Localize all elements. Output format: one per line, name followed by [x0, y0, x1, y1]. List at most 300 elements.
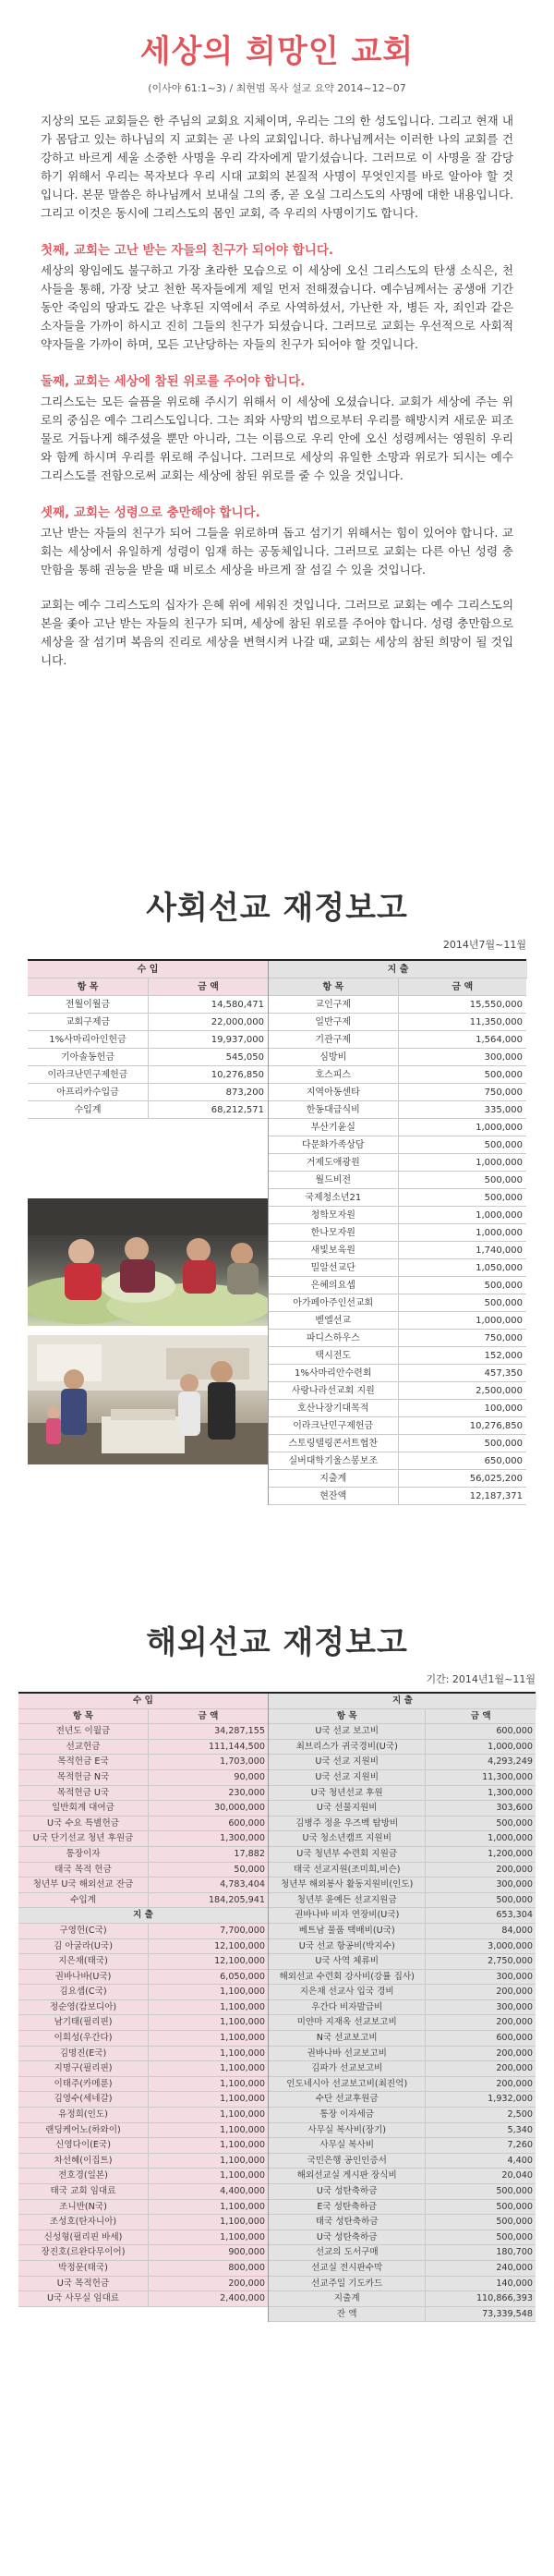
domestic-expense-row-amount: 10,276,850 [398, 1417, 527, 1435]
overseas-expense-row-item: U국 선교 지원비 [269, 1755, 425, 1770]
overseas-expense-row [269, 2230, 536, 2246]
overseas-income-row-item: 태국 목적 헌금 [18, 1863, 148, 1878]
overseas-expense-row [269, 2245, 536, 2261]
overseas-expense-row [269, 2184, 536, 2200]
overseas-expense-row-amount: 600,000 [425, 2031, 536, 2047]
domestic-expense-row-amount: 750,000 [398, 1330, 527, 1347]
domestic-expense-row-item: 지역아동센타 [269, 1084, 398, 1101]
overseas-table [18, 1692, 536, 2328]
domestic-income-row-item: 기아솔동헌금 [28, 1049, 148, 1066]
sermon-subtitle: (이사야 61:1~3) / 최현범 목사 설교 요약 2014~12~07 [148, 82, 406, 94]
overseas-income-row-amount: 230,000 [148, 1786, 268, 1802]
overseas-expense-row [18, 2123, 268, 2139]
overseas-expense-row-item: U국 선교 보고비 [269, 1724, 425, 1740]
domestic-expense-row-item: 호스피스 [269, 1066, 398, 1084]
overseas-expense-row [269, 2031, 536, 2047]
overseas-report [18, 1617, 536, 2328]
domestic-expense-row [269, 1224, 526, 1242]
overseas-income-row-amount: 17,882 [148, 1847, 268, 1863]
domestic-expense-row-amount: 1,050,000 [398, 1259, 527, 1277]
domestic-expense-row [269, 1452, 526, 1470]
overseas-expense-row-item: 김병주 정윤 우즈벡 탐방비 [269, 1817, 425, 1832]
overseas-expense-row-item: 청년부 해외봉사 활동지원비(인도) [269, 1877, 425, 1893]
overseas-income-row-item: 목적헌금 E국 [18, 1755, 148, 1770]
sermon-point-3-heading: 셋째, 교회는 성령으로 충만해야 합니다. [41, 505, 260, 520]
domestic-expense-row-amount: 500,000 [398, 1435, 527, 1452]
overseas-expense-row-amount: 1,100,000 [148, 2092, 268, 2108]
overseas-expense-row [269, 1755, 536, 1770]
overseas-income-row-amount: 1,300,000 [148, 1831, 268, 1847]
domestic-expense-row [269, 1382, 526, 1400]
overseas-expense-row [18, 2092, 268, 2108]
overseas-expense-row [18, 2000, 268, 2016]
overseas-expense-row-amount: 84,000 [425, 1924, 536, 1939]
domestic-income-row-amount: 873,200 [148, 1084, 268, 1101]
overseas-expense-row-amount: 11,300,000 [425, 1770, 536, 1786]
overseas-expense-row-amount: 12,100,000 [148, 1939, 268, 1955]
overseas-expense-row-amount: 303,600 [425, 1801, 536, 1817]
overseas-expense-row-amount: 200,000 [425, 2015, 536, 2031]
overseas-expense-row-item: 해외선교실 게시판 장식비 [269, 2169, 425, 2184]
overseas-expense-row-amount: 800,000 [148, 2261, 268, 2277]
domestic-expense-row [269, 1119, 526, 1136]
overseas-expense-row-item: 태국 선교지원(조미희,비슨) [269, 1863, 425, 1878]
overseas-left-column [18, 1694, 268, 2307]
overseas-income-col-item: 항 목 [18, 1709, 148, 1725]
overseas-expense-row-amount: 1,100,000 [148, 2031, 268, 2047]
domestic-expense-row [269, 1330, 526, 1347]
overseas-expense-row [18, 2169, 268, 2184]
domestic-expense-row-item: 한동대급식비 [269, 1101, 398, 1119]
overseas-expense-row-amount: 900,000 [148, 2245, 268, 2261]
overseas-expense-row-item: 조성호(탄자니아) [18, 2215, 148, 2230]
overseas-expense-row-amount: 500,000 [425, 1893, 536, 1909]
overseas-expense-row-item: U국 사무실 임대료 [18, 2291, 148, 2307]
overseas-expense-row-item: 전호경(일본) [18, 2169, 148, 2184]
domestic-income-row-amount: 22,000,000 [148, 1014, 268, 1031]
overseas-expense-row-item: U국 성탄축하금 [269, 2230, 425, 2246]
domestic-expense-row-item: 국제청소년21 [269, 1189, 398, 1207]
domestic-income-column [28, 961, 268, 1119]
overseas-expense-row-amount: 300,000 [425, 2000, 536, 2016]
domestic-expense-row-amount: 1,000,000 [398, 1119, 527, 1136]
overseas-income-row [18, 1724, 268, 1740]
overseas-expense-row-amount: 7,700,000 [148, 1924, 268, 1939]
overseas-expense-row-amount: 2,400,000 [148, 2291, 268, 2307]
domestic-income-row-amount: 14,580,471 [148, 996, 268, 1014]
overseas-expense-row [18, 2154, 268, 2169]
overseas-expense-row-amount: 20,040 [425, 2169, 536, 2184]
domestic-income-row [28, 1101, 268, 1119]
domestic-expense-row-item: 1%사마리안수련회 [269, 1365, 398, 1382]
overseas-expense-row-item: 구영헌(C국) [18, 1924, 148, 1939]
domestic-expense-row-item: 은혜의요셉 [269, 1277, 398, 1294]
domestic-expense-row-amount: 1,000,000 [398, 1154, 527, 1172]
overseas-expense-row [18, 2047, 268, 2062]
domestic-income-row-item: 전월이월금 [28, 996, 148, 1014]
domestic-expense-row [269, 1154, 526, 1172]
domestic-expense-row-amount: 2,500,000 [398, 1382, 527, 1400]
sermon-section [0, 0, 554, 859]
overseas-expense-row-amount: 1,100,000 [148, 2047, 268, 2062]
overseas-expense-row [269, 2169, 536, 2184]
overseas-income-row-item: 통장이자 [18, 1847, 148, 1863]
overseas-expense-row-amount: 1,100,000 [148, 2169, 268, 2184]
overseas-expense-row-item: U국 사역 체류비 [269, 1954, 425, 1970]
domestic-expense-row-amount: 1,564,000 [398, 1031, 527, 1049]
overseas-expense-row-item: 랜딩케어노(하와이) [18, 2123, 148, 2139]
sermon-point-1-heading: 첫째, 교회는 고난 받는 자들의 친구가 되어야 합니다. [41, 243, 334, 258]
domestic-expense-row [269, 1084, 526, 1101]
domestic-expense-row-amount: 56,025,200 [398, 1470, 527, 1488]
overseas-expense-row-amount: 200,000 [425, 2077, 536, 2093]
overseas-expense-row-amount: 4,400 [425, 2154, 536, 2169]
overseas-expense-row-amount: 5,340 [425, 2123, 536, 2139]
domestic-expense-row-amount: 457,350 [398, 1365, 527, 1382]
domestic-expense-header: 지 출 [269, 961, 527, 978]
overseas-expense-row-amount: 6,050,000 [148, 1970, 268, 1986]
overseas-expense-row [269, 2061, 536, 2077]
domestic-expense-row [269, 1136, 526, 1154]
domestic-report-title: 사회선교 재정보고 [146, 890, 408, 927]
overseas-right-column [268, 1694, 536, 2322]
overseas-income-row-item: 수입계 [18, 1893, 148, 1909]
overseas-income-row-item: 목적헌금 U국 [18, 1786, 148, 1802]
domestic-expense-row [269, 1101, 526, 1119]
domestic-income-col-item: 항 목 [28, 978, 148, 996]
overseas-income-row [18, 1863, 268, 1878]
domestic-expense-row [269, 1488, 526, 1505]
domestic-expense-row-item: 호산나장기대목적 [269, 1400, 398, 1417]
overseas-income-row [18, 1817, 268, 1832]
overseas-expense-row-item: 청년부 윤예든 선교지원금 [269, 1893, 425, 1909]
overseas-income-header: 수 입 [18, 1694, 268, 1709]
overseas-expense-col-amount: 금 액 [425, 1709, 536, 1725]
overseas-expense-row [18, 2077, 268, 2093]
overseas-expense-row [18, 2061, 268, 2077]
domestic-income-row-item: 수입계 [28, 1101, 148, 1119]
domestic-expense-row-amount: 500,000 [398, 1294, 527, 1312]
domestic-expense-row [269, 1189, 526, 1207]
overseas-expense-row-amount: 2,500 [425, 2108, 536, 2123]
overseas-expense-row [269, 1770, 536, 1786]
sermon-closing: 교회는 예수 그리스도의 십자가 은혜 위에 세워진 것입니다. 그러므로 교회는 예수 그리스도의 본을 좇아 고난 받는 자들의 친구가 되며, 세상에 참된 위로를 주어야 합니다. 성령 충만함으로 세상을 잘 섬기며 복음의 진리로 세상을 변혁시켜 나갈 때, 교회는 세상의 참된 희망이 될 것입니다. [41, 598, 513, 667]
domestic-expense-row-item: 파디스하우스 [269, 1330, 398, 1347]
overseas-expense-row [18, 2291, 268, 2307]
overseas-expense-row-item: 수단 선교후원금 [269, 2092, 425, 2108]
domestic-expense-row [269, 1400, 526, 1417]
domestic-expense-row [269, 1014, 526, 1031]
overseas-expense-row-item: 사무실 복사비 [269, 2138, 425, 2154]
overseas-expense-row-amount: 1,100,000 [148, 2230, 268, 2246]
overseas-expense-row [269, 2291, 536, 2307]
domestic-expense-row-amount: 500,000 [398, 1277, 527, 1294]
domestic-expense-col-amount: 금 액 [398, 978, 527, 996]
overseas-expense-row-amount: 200,000 [425, 2047, 536, 2062]
overseas-expense-row-amount: 200,000 [425, 1863, 536, 1878]
domestic-expense-row [269, 1470, 526, 1488]
overseas-expense-row [269, 2015, 536, 2031]
overseas-expense-row-item: U국 목적헌금 [18, 2277, 148, 2292]
overseas-income-rows [18, 1724, 268, 1908]
overseas-income-row-item: 청년부 U국 해외선교 잔금 [18, 1877, 148, 1893]
overseas-expense-row [18, 2138, 268, 2154]
overseas-income-row-item: U국 수요 특별헌금 [18, 1817, 148, 1832]
domestic-expense-row-amount: 750,000 [398, 1084, 527, 1101]
overseas-expense-row [269, 1863, 536, 1878]
domestic-expense-row [269, 1242, 526, 1259]
domestic-report [28, 882, 526, 1501]
overseas-expense-row-item: U국 선물지원비 [269, 1801, 425, 1817]
domestic-expense-row-amount: 12,187,371 [398, 1488, 527, 1505]
overseas-expense-row-amount: 200,000 [425, 1985, 536, 2000]
overseas-income-row [18, 1893, 268, 1909]
overseas-expense-row-item: N국 선교보고비 [269, 2031, 425, 2047]
overseas-expense-right-rows [269, 1724, 536, 2322]
overseas-income-row-amount: 34,287,155 [148, 1724, 268, 1740]
overseas-expense-row-amount: 500,000 [425, 1817, 536, 1832]
overseas-expense-row-amount: 500,000 [425, 2184, 536, 2200]
overseas-expense-row-item: 베트남 물품 택배비(U국) [269, 1924, 425, 1939]
domestic-income-col-amount: 금 액 [148, 978, 268, 996]
domestic-expense-row-amount: 500,000 [398, 1189, 527, 1207]
domestic-expense-row-amount: 15,550,000 [398, 996, 527, 1014]
overseas-expense-col-item: 항 목 [269, 1709, 425, 1725]
overseas-expense-row-item: 최브리스가 귀국경비(U국) [269, 1740, 425, 1756]
domestic-expense-row [269, 996, 526, 1014]
domestic-expense-row-item: 일반구제 [269, 1014, 398, 1031]
overseas-expense-row-amount: 1,200,000 [425, 1847, 536, 1863]
overseas-expense-row-item: 차선혜(이집트) [18, 2154, 148, 2169]
domestic-expense-row-item: 기관구제 [269, 1031, 398, 1049]
sermon-point-2-heading: 둘째, 교회는 세상에 참된 위로를 주어야 합니다. [41, 374, 306, 389]
overseas-income-row-amount: 90,000 [148, 1770, 268, 1786]
overseas-expense-row-amount: 4,400,000 [148, 2184, 268, 2200]
overseas-expense-row [18, 2200, 268, 2216]
overseas-expense-row [18, 2245, 268, 2261]
overseas-expense-row-item: 지출계 [269, 2291, 425, 2307]
overseas-expense-row-item: 선교실 전시판수막 [269, 2261, 425, 2277]
overseas-expense-row [18, 1954, 268, 1970]
overseas-expense-row-amount: 1,000,000 [425, 1831, 536, 1847]
overseas-income-row [18, 1831, 268, 1847]
overseas-income-row-item: 전년도 이월금 [18, 1724, 148, 1740]
overseas-expense-row [18, 2261, 268, 2277]
domestic-expense-row-amount: 11,350,000 [398, 1014, 527, 1031]
overseas-expense-row [18, 2215, 268, 2230]
overseas-expense-row-item: 신영다이(E국) [18, 2138, 148, 2154]
overseas-expense-row-item: 우간다 비자발급비 [269, 2000, 425, 2016]
overseas-expense-row-item: 김파가 선교보고비 [269, 2061, 425, 2077]
domestic-income-row-item: 이라크난민구제헌금 [28, 1066, 148, 1084]
overseas-expense-row [269, 1817, 536, 1832]
domestic-expense-row [269, 1207, 526, 1224]
domestic-expense-row-amount: 650,000 [398, 1452, 527, 1470]
overseas-expense-row [18, 2230, 268, 2246]
overseas-expense-row [18, 2108, 268, 2123]
domestic-expense-row [269, 1347, 526, 1365]
domestic-expense-row [269, 1417, 526, 1435]
overseas-expense-row-item: 박정문(태국) [18, 2261, 148, 2277]
overseas-expense-row-item: U국 성탄축하금 [269, 2184, 425, 2200]
overseas-expense-row-item: 유정희(인도) [18, 2108, 148, 2123]
domestic-expense-row [269, 1312, 526, 1330]
overseas-expense-row [269, 2123, 536, 2139]
overseas-income-row [18, 1877, 268, 1893]
overseas-expense-row [269, 2200, 536, 2216]
overseas-income-row-amount: 111,144,500 [148, 1740, 268, 1756]
domestic-income-row-item: 교회구제금 [28, 1014, 148, 1031]
overseas-income-col-amount: 금 액 [148, 1709, 268, 1725]
overseas-expense-row [269, 1801, 536, 1817]
overseas-income-row-item: 선교헌금 [18, 1740, 148, 1756]
overseas-expense-row-item: 이희성(우간다) [18, 2031, 148, 2047]
domestic-expense-row-amount: 500,000 [398, 1066, 527, 1084]
overseas-expense-row-item: 김명진(E국) [18, 2047, 148, 2062]
overseas-expense-row [18, 2031, 268, 2047]
overseas-expense-row-amount: 1,100,000 [148, 2061, 268, 2077]
overseas-expense-row-amount: 500,000 [425, 2230, 536, 2246]
domestic-income-row [28, 1084, 268, 1101]
overseas-expense-row-item: 해외선교 수련회 강사비(강률 집사) [269, 1970, 425, 1986]
overseas-expense-row-amount: 1,100,000 [148, 2077, 268, 2093]
domestic-expense-row-item: 다문화가족상담 [269, 1136, 398, 1154]
domestic-expense-row [269, 1435, 526, 1452]
overseas-expense-row-amount: 1,100,000 [148, 1985, 268, 2000]
domestic-expense-row [269, 1277, 526, 1294]
overseas-income-row [18, 1755, 268, 1770]
overseas-expense-row-item: 선교주일 기도카드 [269, 2277, 425, 2292]
overseas-expense-row [18, 2184, 268, 2200]
overseas-expense-row-item: U국 선교 지원비 [269, 1770, 425, 1786]
domestic-income-row-amount: 68,212,571 [148, 1101, 268, 1119]
overseas-expense-row-item: 지명구(필리핀) [18, 2061, 148, 2077]
overseas-expense-row-item: 지은채 선교사 입국 경비 [269, 1985, 425, 2000]
domestic-expense-row-item: 벧엘선교 [269, 1312, 398, 1330]
domestic-expense-row-item: 현잔액 [269, 1488, 398, 1505]
domestic-expense-row-item: 이라크난민구제헌금 [269, 1417, 398, 1435]
sermon-intro: 지상의 모든 교회들은 한 주님의 교회요 지체이며, 우리는 그의 한 성도입니다. 그리고 현재 내가 몸담고 있는 하나님의 지 교회는 곧 나의 교회입니다. 하나님께서는 이러한 나의 교회를 건강하고 바르게 세울 소중한 사명을 우리 각자에게 맡기셨습니다. 그러므로 이 사명을 잘 감당하기 위해서 우리는 목자보다 우리 시대 교회의 본질적 사명이 무엇인지를 바로 알아야 할 것입니다. 본문 말씀은 하나님께서 보내실 그의 종, 곧 오실 그리스도의 사명에 대한 내용입니다. 그리고 이것은 동시에 그리스도의 몸인 교회, 즉 우리의 사명이기도 합니다. [41, 114, 513, 220]
overseas-income-row-item: 일반회계 대여금 [18, 1801, 148, 1817]
overseas-expense-row-item: 조니반(N국) [18, 2200, 148, 2216]
overseas-expense-row-amount: 240,000 [425, 2261, 536, 2277]
domestic-expense-row-amount: 152,000 [398, 1347, 527, 1365]
overseas-expense-row-item: 김요셉(C국) [18, 1985, 148, 2000]
overseas-expense-row-item: 태국 교회 임대료 [18, 2184, 148, 2200]
overseas-expense-row [18, 1924, 268, 1939]
domestic-expense-row-item: 스토링텔링콘서트협찬 [269, 1435, 398, 1452]
overseas-period: 기간: 2014년1월~11월 [426, 1673, 536, 1685]
domestic-expense-rows [269, 996, 526, 1505]
domestic-income-row-amount: 10,276,850 [148, 1066, 268, 1084]
overseas-expense-row-amount: 500,000 [425, 2215, 536, 2230]
domestic-expense-row-item: 지출계 [269, 1470, 398, 1488]
overseas-expense-row [269, 1939, 536, 1955]
overseas-expense-row-item: 이태주(카메룬) [18, 2077, 148, 2093]
domestic-expense-column [268, 961, 526, 1505]
overseas-expense-row-amount: 1,100,000 [148, 2200, 268, 2216]
domestic-income-rows [28, 996, 268, 1119]
overseas-expense-row-item: 미얀마 지재옥 선교보고비 [269, 2015, 425, 2031]
domestic-expense-row-item: 청학모자원 [269, 1207, 398, 1224]
overseas-expense-row-item: 태국 성탄축하금 [269, 2215, 425, 2230]
domestic-income-row-item: 아프리카수입금 [28, 1084, 148, 1101]
domestic-expense-row-amount: 335,000 [398, 1101, 527, 1119]
overseas-income-row-amount: 30,000,000 [148, 1801, 268, 1817]
overseas-expense-row-item: 정순영(캄보디아) [18, 2000, 148, 2016]
overseas-expense-row-amount: 653,304 [425, 1908, 536, 1924]
overseas-expense-row-item: 권바나바(U국) [18, 1970, 148, 1986]
domestic-income-header: 수 입 [28, 961, 268, 978]
overseas-expense-row [269, 1831, 536, 1847]
domestic-expense-row [269, 1172, 526, 1189]
domestic-income-row [28, 1049, 268, 1066]
overseas-expense-row [269, 2154, 536, 2169]
overseas-expense-row-amount: 500,000 [425, 2200, 536, 2216]
sermon-point-3-body: 고난 받는 자들의 친구가 되어 그들을 위로하며 돕고 섬기기 위해서는 힘이 있어야 합니다. 교회는 세상에서 유일하게 성령이 임재 하는 공동체입니다. 그러므로 교회는 다른 아닌 성령 충만함을 통해 권능을 받을 때 비로소 세상을 바르게 잘 섬길 수 있을 것입니다. [41, 526, 513, 577]
overseas-expense-row-amount: 12,100,000 [148, 1954, 268, 1970]
domestic-expense-row-item: 부산기윤실 [269, 1119, 398, 1136]
domestic-expense-row [269, 1259, 526, 1277]
overseas-expense-row [269, 2000, 536, 2016]
overseas-expense-row [269, 1847, 536, 1863]
overseas-expense-row-item: U국 선교 항공비(박지수) [269, 1939, 425, 1955]
overseas-expense-left-header: 지 출 [18, 1908, 268, 1924]
overseas-expense-row [269, 2215, 536, 2230]
overseas-expense-row [269, 2261, 536, 2277]
overseas-expense-row-amount: 1,100,000 [148, 2138, 268, 2154]
overseas-expense-row [18, 1970, 268, 1986]
overseas-expense-header: 지 출 [269, 1694, 536, 1709]
domestic-period: 2014년7월~11월 [442, 939, 526, 951]
overseas-expense-row-amount: 1,100,000 [148, 2123, 268, 2139]
overseas-expense-row-item: 국민은행 공인인증서 [269, 2154, 425, 2169]
domestic-expense-row-amount: 300,000 [398, 1049, 527, 1066]
overseas-expense-row-amount: 1,100,000 [148, 2000, 268, 2016]
overseas-expense-row-amount: 200,000 [148, 2277, 268, 2292]
overseas-income-row-amount: 184,205,941 [148, 1893, 268, 1909]
overseas-expense-row [269, 2108, 536, 2123]
domestic-expense-row-item: 사랑나라선교회 지원 [269, 1382, 398, 1400]
domestic-expense-row-amount: 1,740,000 [398, 1242, 527, 1259]
overseas-expense-row [269, 1724, 536, 1740]
overseas-expense-row-amount: 1,100,000 [148, 2154, 268, 2169]
domestic-expense-row-item: 아가페아주인선교회 [269, 1294, 398, 1312]
overseas-expense-row [269, 2307, 536, 2323]
domestic-income-row [28, 1014, 268, 1031]
overseas-income-row-amount: 50,000 [148, 1863, 268, 1878]
overseas-expense-row [18, 1939, 268, 1955]
domestic-income-row [28, 1066, 268, 1084]
domestic-expense-row [269, 1365, 526, 1382]
overseas-expense-row-amount: 1,932,000 [425, 2092, 536, 2108]
overseas-expense-row [269, 1786, 536, 1802]
overseas-income-row-item: 목적헌금 N국 [18, 1770, 148, 1786]
sermon-point-2-body: 그리스도는 모든 슬픔을 위로해 주시기 위해서 이 세상에 오셨습니다. 교회가 세상에 주는 위로의 중심은 예수 그리스도입니다. 그는 죄와 사망의 법으로부터 우리를 해방시켜 새로운 피조물로 거듭나게 해주셨을 뿐만 아니라, 그는 이름으로 우리 안에 오신 성령께서는 영원히 우리와 함께 하시며 우리를 위로해 주십니다. 그러므로 세상의 유일한 소망과 위로가 되시는 예수 그리스도를 전함으로써 교회는 세상에 참된 위로를 줄 수 있을 것입니다. [41, 395, 513, 482]
overseas-expense-row [269, 1893, 536, 1909]
overseas-expense-row [18, 2015, 268, 2031]
overseas-income-row-amount: 600,000 [148, 1817, 268, 1832]
overseas-expense-row-amount: 1,100,000 [148, 2215, 268, 2230]
domestic-expense-row-amount: 1,000,000 [398, 1224, 527, 1242]
overseas-expense-row [18, 1985, 268, 2000]
overseas-income-row [18, 1786, 268, 1802]
sermon-title: 세상의 희망인 교회 [139, 33, 415, 70]
overseas-expense-row-amount: 1,300,000 [425, 1786, 536, 1802]
overseas-expense-row [269, 2077, 536, 2093]
overseas-expense-row [269, 1740, 536, 1756]
overseas-expense-row-item: 장진호(르완다무이어) [18, 2245, 148, 2261]
